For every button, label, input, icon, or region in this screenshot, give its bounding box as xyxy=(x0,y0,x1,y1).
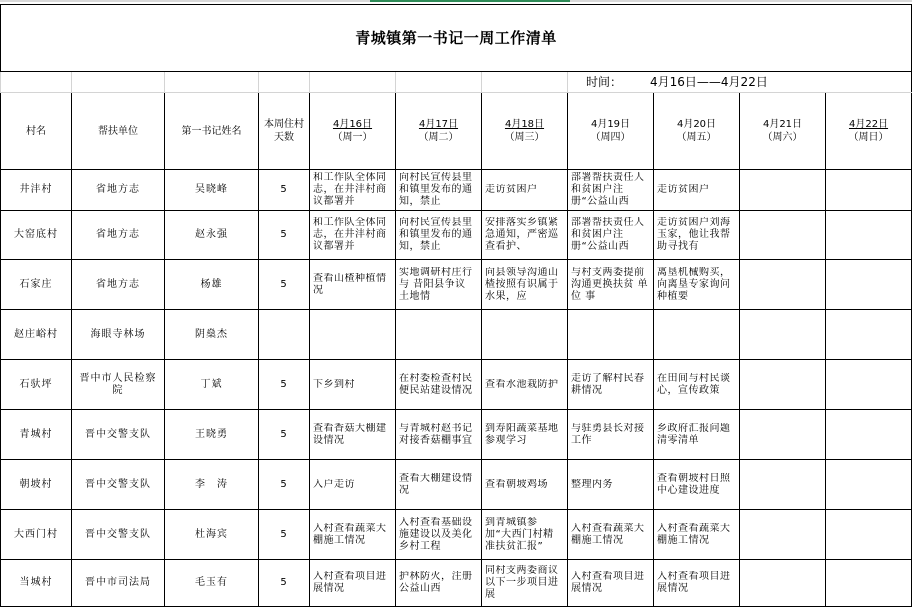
cell-village[interactable]: 赵庄峪村 xyxy=(1,310,72,360)
blank-cell[interactable] xyxy=(310,72,396,93)
cell-village[interactable]: 石驮坪 xyxy=(1,360,72,410)
cell-d1[interactable] xyxy=(310,310,396,360)
cell-text: 下乡到村 xyxy=(313,378,355,390)
cell-d7[interactable] xyxy=(826,310,912,360)
cell-d3[interactable] xyxy=(482,211,568,260)
cell-unit[interactable]: 省地方志 xyxy=(72,211,165,260)
cell-text: 和工作队全体同志，在井沣村商议都署并 xyxy=(313,172,387,207)
cell-days[interactable]: 5 xyxy=(259,360,310,410)
day-2-date: 4月17日 xyxy=(418,119,459,130)
day-3-week: （周三） xyxy=(504,132,545,143)
cell-unit[interactable]: 晋中市人民检察院 xyxy=(72,360,165,410)
header-days[interactable]: 本周住村天数 xyxy=(259,93,310,170)
cell-d4[interactable] xyxy=(568,560,654,607)
cell-days[interactable]: 5 xyxy=(259,560,310,607)
cell-text: 向村民宣传县里和镇里发布的通知，禁止 xyxy=(399,172,473,207)
active-sheet-indicator xyxy=(370,0,570,2)
cell-d6[interactable] xyxy=(740,510,826,560)
cell-text: 到青城镇参加“大西门村精准扶贫汇报” xyxy=(485,516,554,552)
cell-text: 整理内务 xyxy=(571,478,613,490)
cell-d1[interactable] xyxy=(310,211,396,260)
header-day-6[interactable] xyxy=(740,93,826,170)
cell-secretary[interactable]: 丁斌 xyxy=(165,360,259,410)
cell-text: 走访了解村民春耕情况 xyxy=(571,372,645,396)
cell-d6[interactable] xyxy=(740,211,826,260)
day-5-date: 4月20日 xyxy=(676,119,717,130)
cell-d4[interactable] xyxy=(568,510,654,560)
cell-d1[interactable] xyxy=(310,170,396,211)
blank-cell[interactable] xyxy=(72,72,165,93)
cell-d5[interactable] xyxy=(654,310,740,360)
day-6-week: （周六） xyxy=(762,132,803,143)
table-row xyxy=(1,510,912,560)
cell-village[interactable]: 当城村 xyxy=(1,560,72,607)
cell-text: 在田间与村民谈心，宣传政策 xyxy=(657,372,731,396)
cell-d7[interactable] xyxy=(826,360,912,410)
table-row xyxy=(1,260,912,310)
cell-d5[interactable] xyxy=(654,510,740,560)
cell-secretary[interactable]: 赵永强 xyxy=(165,211,259,260)
cell-text: 护林防火，注册公益山西 xyxy=(399,571,473,594)
cell-d7[interactable] xyxy=(826,510,912,560)
time-range: 4月16日——4月22日 xyxy=(650,75,768,89)
cell-d3[interactable] xyxy=(482,170,568,211)
cell-days[interactable]: 5 xyxy=(259,170,310,211)
cell-d5[interactable] xyxy=(654,260,740,310)
cell-d5[interactable] xyxy=(654,460,740,510)
cell-text: 乡政府汇报问题清零清单 xyxy=(657,422,731,446)
time-label: 时间： xyxy=(586,75,623,89)
cell-text: 到寿阳蔬菜基地参观学习 xyxy=(485,422,559,446)
cell-text: 与驻勇县长对接工作 xyxy=(571,422,645,446)
cell-text: 查看朝坡村日照中心建设进度 xyxy=(657,472,731,496)
table-row xyxy=(1,170,912,211)
cell-text: 走访贫困户 xyxy=(657,184,710,195)
cell-d2[interactable] xyxy=(396,260,482,310)
cell-days[interactable]: 5 xyxy=(259,211,310,260)
cell-village[interactable]: 大窑底村 xyxy=(1,211,72,260)
table-row xyxy=(1,310,912,360)
cell-text: 入村查看项目进展情况 xyxy=(571,571,645,594)
day-7-week: （周日） xyxy=(848,132,889,143)
blank-cell[interactable] xyxy=(165,72,259,93)
cell-d2[interactable] xyxy=(396,360,482,410)
cell-d2[interactable] xyxy=(396,460,482,510)
cell-d6[interactable] xyxy=(740,460,826,510)
day-3-date: 4月18日 xyxy=(504,119,545,130)
header-day-3[interactable] xyxy=(482,93,568,170)
cell-d7[interactable] xyxy=(826,211,912,260)
cell-d2[interactable] xyxy=(396,310,482,360)
cell-village[interactable]: 朝坡村 xyxy=(1,460,72,510)
blank-cell[interactable] xyxy=(259,72,310,93)
cell-text: 入村查看项目进展情况 xyxy=(657,571,731,594)
cell-days[interactable]: 5 xyxy=(259,410,310,460)
cell-village[interactable]: 大西门村 xyxy=(1,510,72,560)
cell-text: 安排落实乡镇紧急通知，严密巡查看护、 xyxy=(485,217,559,252)
day-1-week: （周一） xyxy=(332,132,373,143)
cell-d6[interactable] xyxy=(740,560,826,607)
header-day-7[interactable] xyxy=(826,93,912,170)
cell-text: 离垦机械购买，向离垦专家询问种植要 xyxy=(657,266,731,302)
cell-days[interactable]: 5 xyxy=(259,460,310,510)
table-row xyxy=(1,410,912,460)
cell-d4[interactable] xyxy=(568,310,654,360)
cell-d3[interactable] xyxy=(482,310,568,360)
cell-d6[interactable] xyxy=(740,360,826,410)
cell-d4[interactable] xyxy=(568,360,654,410)
blank-cell[interactable] xyxy=(1,72,72,93)
cell-text: 实地调研村庄行与 昔阳县争议 土地情 xyxy=(399,266,473,302)
cell-d2[interactable] xyxy=(396,510,482,560)
cell-d2[interactable] xyxy=(396,410,482,460)
cell-unit[interactable]: 晋中交警支队 xyxy=(72,510,165,560)
cell-text: 部署帮扶责任人和贫困户注册“公益山西 xyxy=(571,172,645,207)
header-secretary[interactable]: 第一书记姓名 xyxy=(165,93,259,170)
cell-d6[interactable] xyxy=(740,410,826,460)
cell-text: 入村查看蔬菜大棚施工情况 xyxy=(313,522,387,546)
header-day-1[interactable] xyxy=(310,93,396,170)
cell-text: 向村民宣传县里和镇里发布的通知，禁止 xyxy=(399,217,473,252)
cell-text: 入村查看蔬菜大棚施工情况 xyxy=(571,522,645,546)
cell-d3[interactable] xyxy=(482,510,568,560)
cell-text: 向县领导沟通山楂按照有识属于水果，应 xyxy=(485,266,559,302)
window-top-strip xyxy=(0,0,912,2)
cell-d7[interactable] xyxy=(826,260,912,310)
day-6-date: 4月21日 xyxy=(762,119,803,130)
cell-secretary[interactable]: 杨雄 xyxy=(165,260,259,310)
sheet-title: 青城镇第一书记一周工作清单 xyxy=(1,5,912,72)
cell-d5[interactable] xyxy=(654,560,740,607)
day-2-week: （周二） xyxy=(418,132,459,143)
cell-unit[interactable]: 省地方志 xyxy=(72,170,165,211)
cell-d4[interactable] xyxy=(568,170,654,211)
header-village[interactable]: 村名 xyxy=(1,93,72,170)
header-day-5[interactable] xyxy=(654,93,740,170)
cell-d5[interactable] xyxy=(654,410,740,460)
cell-days[interactable]: 5 xyxy=(259,510,310,560)
cell-text: 入村查看项目进展情况 xyxy=(313,571,387,594)
cell-d7[interactable] xyxy=(826,410,912,460)
cell-d2[interactable] xyxy=(396,170,482,211)
table-row xyxy=(1,460,912,510)
day-1-date: 4月16日 xyxy=(332,119,373,130)
cell-unit[interactable]: 晋中交警支队 xyxy=(72,410,165,460)
cell-d3[interactable] xyxy=(482,460,568,510)
cell-text: 同村支两委商议以下一步项目进展 xyxy=(485,565,559,600)
cell-village[interactable]: 石家庄 xyxy=(1,260,72,310)
cell-d1[interactable] xyxy=(310,260,396,310)
cell-d5[interactable] xyxy=(654,211,740,260)
cell-d4[interactable] xyxy=(568,211,654,260)
cell-text: 与青城村赵书记对接香菇棚事宜 xyxy=(399,422,473,446)
header-day-4[interactable] xyxy=(568,93,654,170)
cell-d6[interactable] xyxy=(740,260,826,310)
header-unit[interactable]: 帮扶单位 xyxy=(72,93,165,170)
cell-d3[interactable] xyxy=(482,260,568,310)
cell-d6[interactable] xyxy=(740,170,826,211)
cell-text: 与村支两委提前沟通更换扶贫 单位 事 xyxy=(571,266,649,302)
cell-secretary[interactable]: 杜海宾 xyxy=(165,510,259,560)
cell-text: 入村查看基础设施建设以及美化乡村工程 xyxy=(399,516,473,552)
cell-text: 和工作队全体同志，在井沣村商议都署并 xyxy=(313,217,387,252)
cell-d1[interactable] xyxy=(310,560,396,607)
cell-text: 查看山楂种植情况 xyxy=(313,272,387,296)
time-range-cell[interactable] xyxy=(568,72,912,93)
cell-text: 查看大棚建设情况 xyxy=(399,472,473,496)
cell-text: 入村查看蔬菜大棚施工情况 xyxy=(657,522,731,546)
cell-text: 查看香菇大棚建设情况 xyxy=(313,422,387,446)
cell-d3[interactable] xyxy=(482,560,568,607)
cell-text: 走访贫困户刘海玉家，他让我帮助寻找有 xyxy=(657,217,731,252)
cell-d5[interactable] xyxy=(654,170,740,211)
cell-village[interactable]: 青城村 xyxy=(1,410,72,460)
header-day-2[interactable] xyxy=(396,93,482,170)
blank-cell[interactable] xyxy=(482,72,568,93)
cell-unit[interactable]: 晋中交警支队 xyxy=(72,460,165,510)
table-row xyxy=(1,211,912,260)
cell-d1[interactable] xyxy=(310,360,396,410)
cell-text: 入户走访 xyxy=(313,478,355,490)
cell-text: 查看水池栽防护 xyxy=(485,378,559,390)
cell-d3[interactable] xyxy=(482,410,568,460)
cell-d3[interactable] xyxy=(482,360,568,410)
cell-days[interactable]: 5 xyxy=(259,260,310,310)
cell-d7[interactable] xyxy=(826,170,912,211)
cell-unit[interactable]: 晋中市司法局 xyxy=(72,560,165,607)
day-4-date: 4月19日 xyxy=(590,119,631,130)
cell-d4[interactable] xyxy=(568,410,654,460)
cell-secretary[interactable]: 王晓勇 xyxy=(165,410,259,460)
cell-text: 查看朝坡鸡场 xyxy=(485,478,548,490)
cell-unit[interactable]: 海眼寺林场 xyxy=(72,310,165,360)
day-7-date: 4月22日 xyxy=(848,119,889,130)
cell-d1[interactable] xyxy=(310,510,396,560)
cell-d7[interactable] xyxy=(826,460,912,510)
cell-d2[interactable] xyxy=(396,560,482,607)
cell-d6[interactable] xyxy=(740,310,826,360)
cell-secretary[interactable]: 吴晓峰 xyxy=(165,170,259,211)
weekly-work-table xyxy=(0,4,912,607)
blank-cell[interactable] xyxy=(396,72,482,93)
cell-text: 部署帮扶责任人和贫困户注册“公益山西 xyxy=(571,217,645,252)
day-4-week: （周四） xyxy=(590,132,631,143)
cell-secretary[interactable]: 毛玉有 xyxy=(165,560,259,607)
cell-text: 在村委检查村民便民站建设情况 xyxy=(399,372,473,396)
cell-d4[interactable] xyxy=(568,460,654,510)
cell-unit[interactable]: 省地方志 xyxy=(72,260,165,310)
cell-d4[interactable] xyxy=(568,260,654,310)
cell-village[interactable]: 井沣村 xyxy=(1,170,72,211)
cell-d2[interactable] xyxy=(396,211,482,260)
table-row xyxy=(1,360,912,410)
cell-text: 走访贫困户 xyxy=(485,184,538,195)
cell-secretary[interactable]: 李 涛 xyxy=(165,460,259,510)
cell-secretary[interactable]: 阴燊杰 xyxy=(165,310,259,360)
cell-days[interactable] xyxy=(259,310,310,360)
table-row xyxy=(1,560,912,607)
cell-d7[interactable] xyxy=(826,560,912,607)
cell-d1[interactable] xyxy=(310,460,396,510)
cell-d1[interactable] xyxy=(310,410,396,460)
cell-d5[interactable] xyxy=(654,360,740,410)
day-5-week: （周五） xyxy=(676,132,717,143)
